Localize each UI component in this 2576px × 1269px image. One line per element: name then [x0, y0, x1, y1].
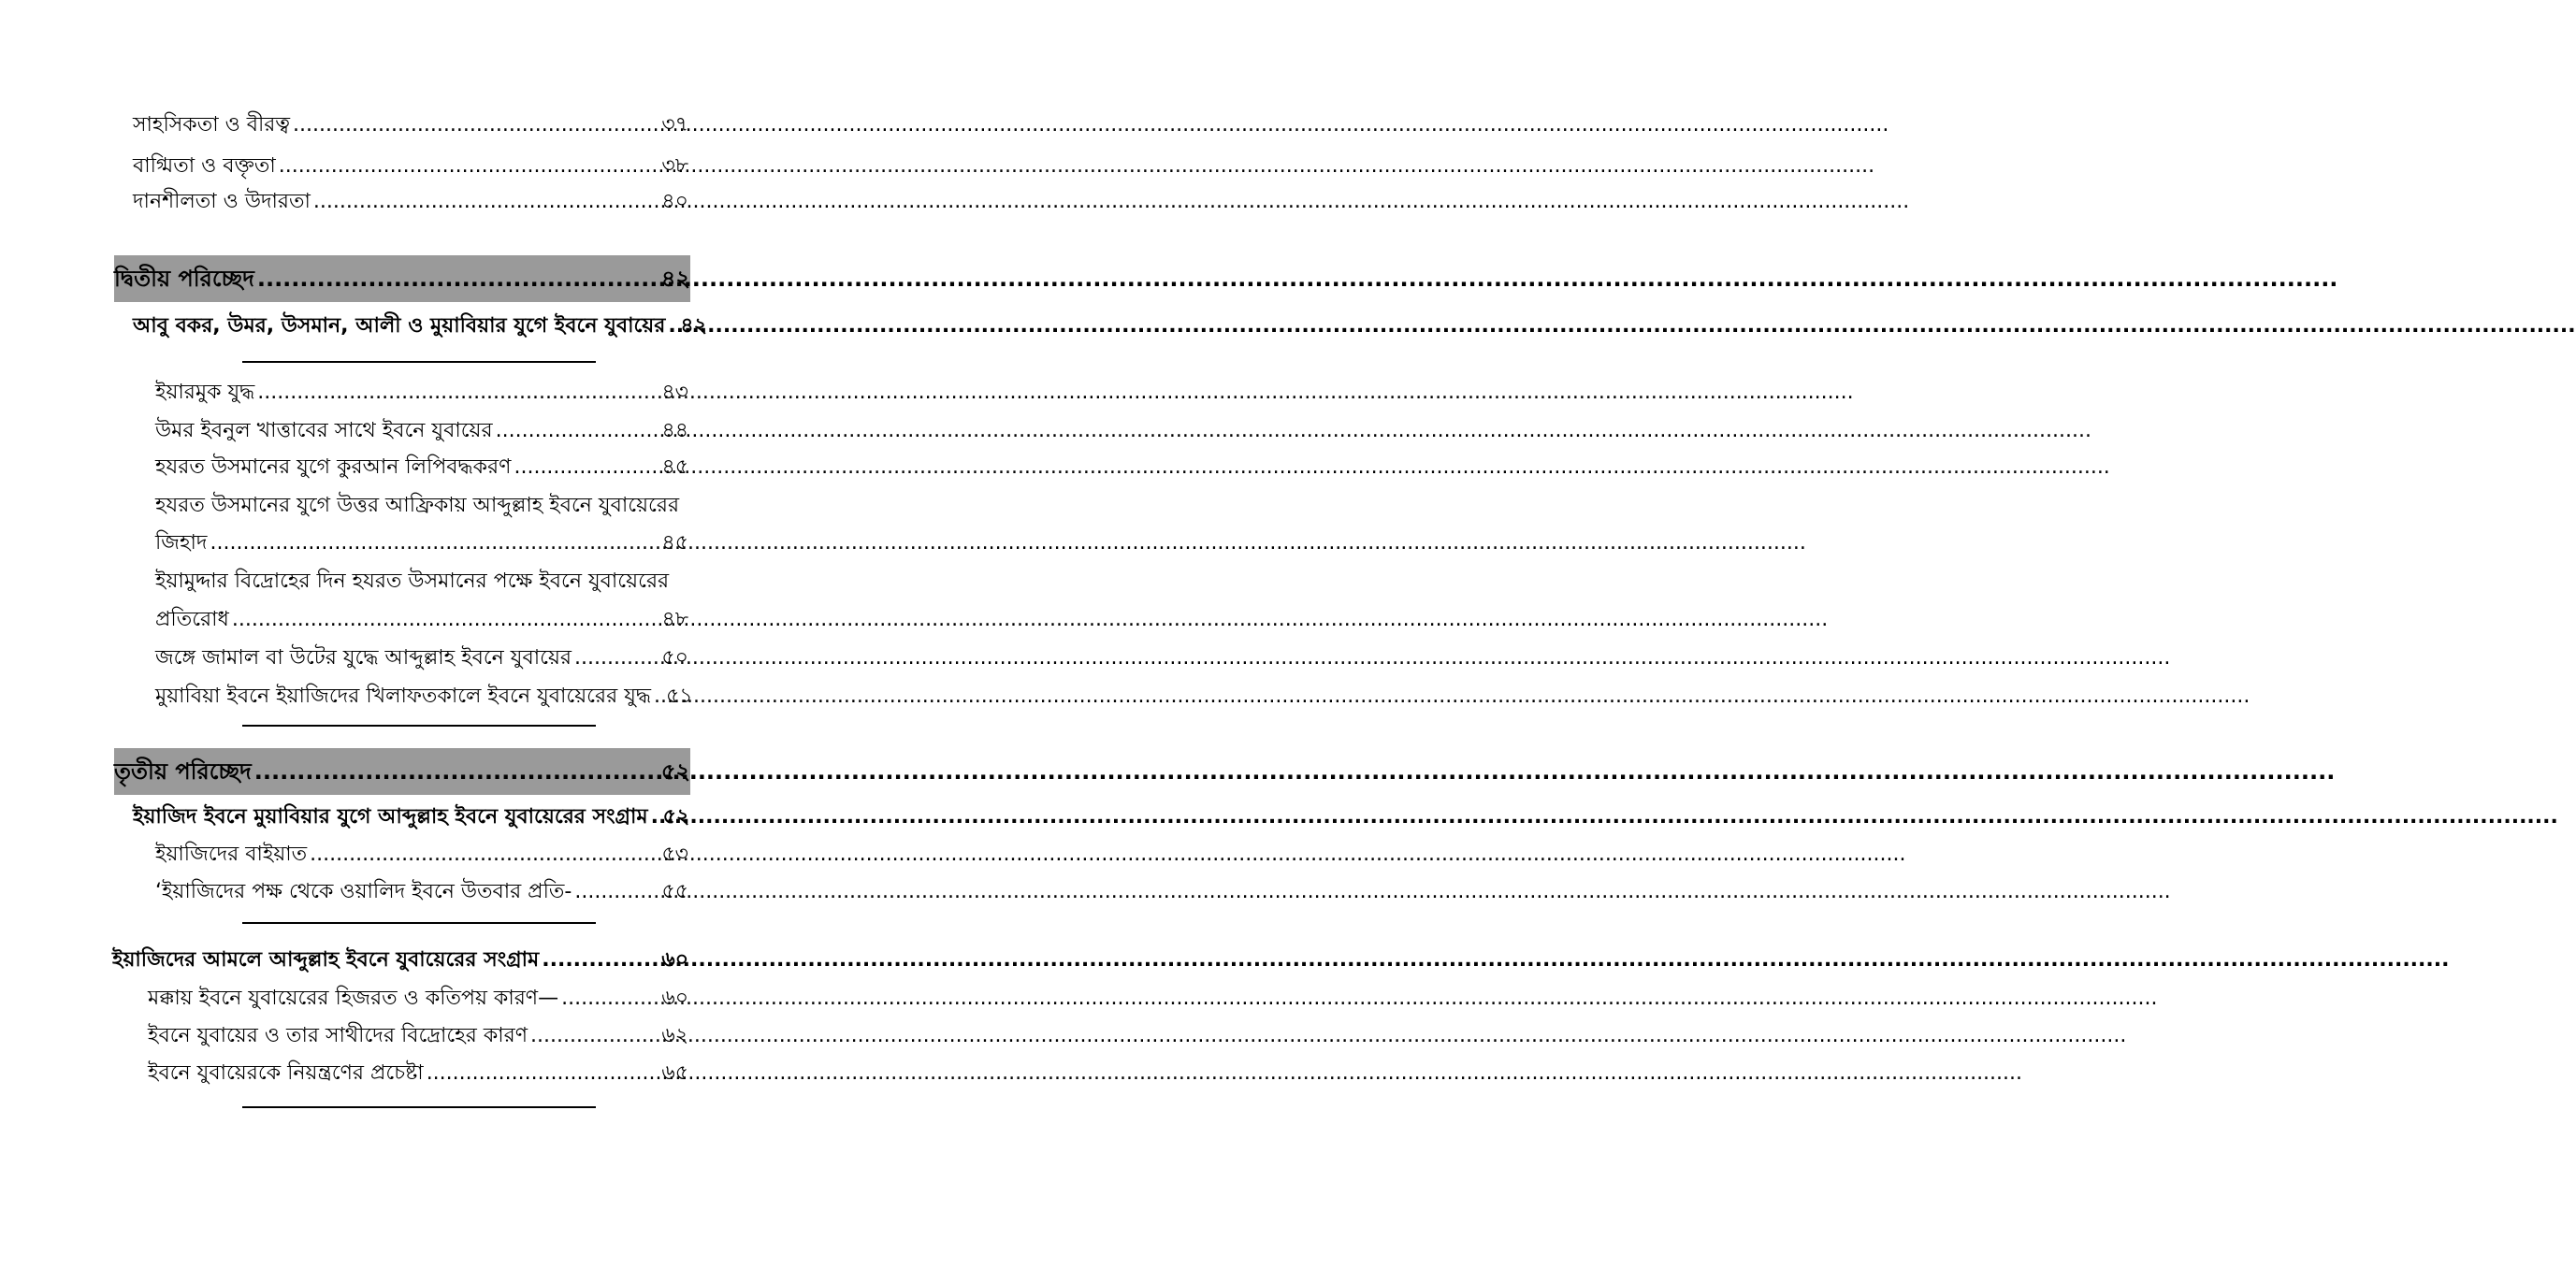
leader-dots	[210, 529, 658, 557]
divider-rule	[242, 1106, 596, 1108]
leader-dots	[651, 803, 660, 831]
toc-entry	[148, 985, 688, 1013]
leader-dots	[542, 946, 658, 974]
leader-dots	[257, 265, 658, 293]
chapter-page: ৪২	[660, 266, 690, 292]
toc-entry	[155, 878, 688, 906]
chapter-subtitle-page: ৫২	[662, 805, 690, 829]
toc-entry-page: ৪৫	[661, 531, 688, 555]
leader-dots	[561, 985, 658, 1013]
toc-entry-title: ‘ইয়াজিদের পক্ষ থেকে ওয়ালিদ ইবনে উতবার প্রতি-	[155, 880, 572, 903]
toc-entry-page: ৫০	[661, 646, 688, 670]
toc-entry-title: বাগ্মিতা ও বক্তৃতা	[133, 154, 276, 178]
toc-entry-title-line1: হযরত উসমানের যুগে উত্তর আফ্রিকায় আব্দুল্লাহ ইবনে যুবায়েরের	[155, 494, 680, 517]
toc-entry	[155, 417, 688, 445]
toc-entry	[155, 841, 688, 869]
toc-entry	[155, 683, 693, 711]
toc-entry-page: ৬২	[661, 1024, 688, 1047]
divider-rule	[242, 361, 596, 363]
leader-dots	[427, 1060, 659, 1088]
chapter-title: তৃতীয় পরিচ্ছেদ	[114, 758, 252, 785]
chapter-subtitle	[133, 803, 688, 831]
toc-entry-title: ইয়াজিদের বাইয়াত	[155, 843, 308, 866]
leader-dots	[496, 417, 659, 445]
toc-entry-title: ইয়ারমুক যুদ্ধ	[155, 381, 255, 404]
toc-entry-page: ৪৪	[661, 419, 688, 442]
toc-entry-title: সাহসিকতা ও বীরত্ব	[133, 113, 291, 137]
toc-entry-title: হযরত উসমানের যুগে কুরআন লিপিবদ্ধকরণ	[155, 455, 512, 479]
toc-entry-page: ৩৭	[661, 113, 688, 137]
chapter-heading-band	[114, 255, 690, 302]
toc-entry-title: মক্কায় ইবনে যুবায়েরের হিজরত ও কতিপয় কারণ—	[148, 987, 559, 1010]
toc-entry-page: ৫৫	[661, 880, 688, 903]
chapter-subtitle	[133, 312, 707, 340]
leader-dots	[654, 683, 663, 711]
toc-entry	[155, 606, 688, 634]
toc-entry	[155, 454, 688, 482]
leader-dots	[293, 111, 658, 139]
toc-entry	[148, 1060, 688, 1088]
chapter-subtitle-text: ইয়াজিদ ইবনে মুয়াবিয়ার যুগে আব্দুল্লাহ ইবনে যুবায়েরের সংগ্রাম	[133, 805, 648, 829]
toc-entry	[155, 644, 688, 672]
toc-entry-title-line1: ইয়ামুদ্দার বিদ্রোহের দিন হযরত উসমানের পক্ষে ইবনে যুবায়েরের	[155, 570, 670, 593]
leader-dots	[574, 644, 658, 672]
toc-entry-page: ৫১	[666, 685, 693, 708]
toc-entry-title: জঙ্গে জামাল বা উটের যুদ্ধে আব্দুল্লাহ ইবনে যুবায়ের	[155, 646, 572, 670]
toc-entry-title: ইবনে যুবায়ের ও তার সাথীদের বিদ্রোহের কারণ	[148, 1024, 528, 1047]
leader-dots	[310, 841, 658, 869]
leader-dots	[279, 152, 659, 180]
leader-dots	[668, 312, 677, 340]
toc-entry-page: ৪৩	[661, 381, 688, 404]
chapter-heading	[114, 265, 690, 293]
toc-entry	[133, 152, 688, 180]
toc-entry	[133, 188, 688, 216]
toc-entry-page: ৪৫	[661, 455, 688, 479]
toc-entry-page: ৩৮	[661, 154, 688, 178]
chapter-subtitle-text: আবু বকর, উমর, উসমান, আলী ও মুয়াবিয়ার যুগে ইবনে যুবায়ের	[133, 314, 666, 338]
toc-entry	[155, 379, 688, 407]
toc-entry-page: ৪০	[661, 190, 688, 213]
leader-dots	[514, 454, 658, 482]
toc-entry-title-line2: জিহাদ	[155, 531, 208, 555]
leader-dots	[313, 188, 659, 216]
toc-entry-title: দানশীলতা ও উদারতা	[133, 190, 311, 213]
leader-dots	[530, 1022, 658, 1050]
divider-rule	[242, 922, 596, 924]
toc-entry-page: ৫৩	[661, 843, 688, 866]
chapter-title: দ্বিতীয় পরিচ্ছেদ	[114, 266, 254, 292]
leader-dots	[232, 606, 659, 634]
chapter-heading	[114, 757, 690, 786]
toc-entry-page: ৪৮	[661, 608, 688, 631]
leader-dots	[254, 757, 658, 786]
chapter-heading-band	[114, 748, 690, 795]
chapter-page: ৫২	[660, 758, 690, 785]
toc-entry-page: ৬৫	[661, 1061, 688, 1085]
toc-entry-page: ৬০	[661, 987, 688, 1010]
section-heading	[112, 946, 688, 974]
toc-entry	[133, 111, 688, 139]
divider-rule	[242, 725, 596, 727]
leader-dots	[574, 878, 658, 906]
section-heading-page: ৬০	[661, 948, 688, 972]
toc-entry-title: ইবনে যুবায়েরকে নিয়ন্ত্রণের প্রচেষ্টা	[148, 1061, 424, 1085]
chapter-subtitle-page: ৪২	[680, 314, 707, 338]
toc-entry	[155, 529, 688, 557]
section-heading-text: ইয়াজিদের আমলে আব্দুল্লাহ ইবনে যুবায়েরের সংগ্রাম	[112, 948, 540, 972]
toc-entry-title: উমর ইবনুল খাত্তাবের সাথে ইবনে যুবায়ের	[155, 419, 493, 442]
leader-dots	[257, 379, 658, 407]
toc-entry-title-line2: প্রতিরোধ	[155, 608, 229, 631]
toc-entry-title: মুয়াবিয়া ইবনে ইয়াজিদের খিলাফতকালে ইবনে যুবায়েরের যুদ্ধ	[155, 685, 652, 708]
toc-entry	[148, 1022, 688, 1050]
